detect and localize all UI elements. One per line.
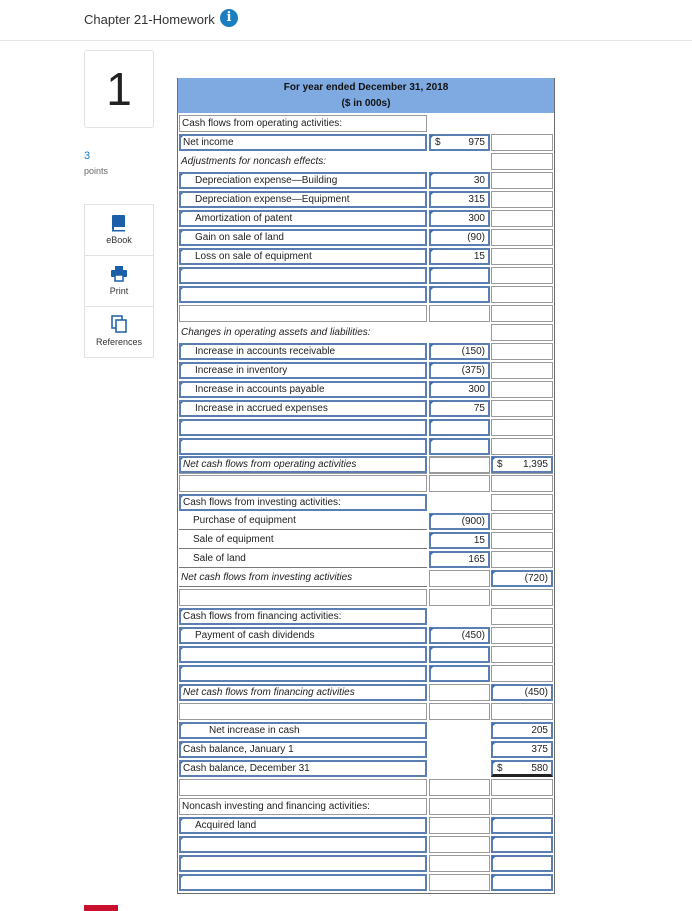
noncash-value-input[interactable] [491, 817, 553, 834]
table-row [178, 513, 554, 530]
table-row [178, 665, 554, 682]
blank-value-input[interactable] [429, 703, 490, 720]
cash-flow-worksheet [177, 78, 555, 894]
points-label: points [84, 166, 109, 176]
changes-heading: Changes in operating assets and liabilities: [181, 327, 371, 338]
total-cell[interactable] [491, 532, 553, 549]
print-button[interactable] [84, 255, 154, 306]
net-income-value: 975 [468, 137, 485, 148]
table-row [178, 324, 554, 341]
total-cell[interactable] [491, 419, 553, 436]
table-row [178, 248, 554, 265]
blank-label-input[interactable] [179, 855, 427, 872]
adjustment-value[interactable]: 30 [429, 172, 490, 189]
total-cell[interactable] [491, 305, 553, 322]
adjustment-label[interactable]: Loss on sale of equipment [179, 248, 427, 265]
table-row [178, 608, 554, 625]
table-row [178, 684, 554, 701]
table-row [178, 210, 554, 227]
beginning-balance-value[interactable]: 375 [491, 741, 553, 758]
page-header [0, 0, 692, 41]
total-cell[interactable] [491, 362, 553, 379]
question-number[interactable]: 1 [84, 50, 154, 128]
ebook-label: eBook [106, 235, 132, 245]
table-row [178, 570, 554, 587]
total-cell[interactable] [491, 798, 553, 815]
table-row [178, 400, 554, 417]
financing-item-label[interactable]: Payment of cash dividends [179, 627, 427, 644]
change-value[interactable]: 300 [429, 381, 490, 398]
blank-label-input[interactable] [179, 779, 427, 796]
blank-value-input[interactable] [429, 684, 490, 701]
blank-label-input[interactable] [179, 703, 427, 720]
table-row [178, 722, 554, 739]
table-row [178, 646, 554, 663]
total-cell[interactable] [491, 400, 553, 417]
total-cell[interactable] [491, 703, 553, 720]
book-icon [111, 214, 127, 232]
total-cell[interactable] [491, 608, 553, 625]
blank-label-input[interactable] [179, 589, 427, 606]
total-cell[interactable] [491, 191, 553, 208]
table-row [178, 741, 554, 758]
blank-value-input[interactable] [429, 589, 490, 606]
ebook-button[interactable] [84, 204, 154, 255]
table-row [178, 381, 554, 398]
net-income-label[interactable]: Net income [179, 134, 427, 151]
currency-symbol: $ [435, 137, 441, 148]
ending-balance-label[interactable]: Cash balance, December 31 [179, 760, 427, 777]
blank-label-input[interactable] [179, 665, 427, 682]
total-cell[interactable] [491, 646, 553, 663]
change-label[interactable]: Increase in accrued expenses [179, 400, 427, 417]
table-row [178, 798, 554, 815]
blank-value-input[interactable] [429, 475, 490, 492]
total-cell[interactable] [491, 475, 553, 492]
ending-balance-value: 580 [531, 763, 548, 774]
total-cell[interactable] [491, 153, 553, 170]
table-row [178, 551, 554, 568]
table-row [178, 419, 554, 436]
net-financing-value[interactable]: (450) [491, 684, 553, 701]
brand-logo-icon [84, 905, 118, 911]
blank-label-input[interactable] [179, 438, 427, 455]
adjustment-label[interactable]: Depreciation expense—Building [179, 172, 427, 189]
adjustment-value[interactable]: 315 [429, 191, 490, 208]
table-row [178, 494, 554, 511]
adjustment-label[interactable]: Amortization of patent [179, 210, 427, 227]
blank-value-input[interactable] [429, 305, 490, 322]
blank-value-input[interactable] [429, 267, 490, 284]
adjustment-label[interactable]: Depreciation expense—Equipment [179, 191, 427, 208]
net-increase-label[interactable]: Net increase in cash [179, 722, 427, 739]
net-investing-value[interactable]: (720) [491, 570, 553, 587]
net-income-cell[interactable] [429, 134, 490, 151]
ending-balance-cell[interactable] [491, 760, 553, 777]
table-row [178, 153, 554, 170]
statement-units: ($ in 000s) [178, 94, 554, 113]
financing-item-value[interactable]: (450) [429, 627, 490, 644]
total-cell[interactable] [491, 229, 553, 246]
net-increase-value[interactable]: 205 [491, 722, 553, 739]
table-row [178, 836, 554, 853]
investing-heading[interactable]: Cash flows from investing activities: [179, 494, 427, 511]
table-row [178, 475, 554, 492]
adjustments-heading: Adjustments for noncash effects: [181, 156, 327, 167]
points-value: 3 [84, 150, 91, 162]
noncash-value-input[interactable] [491, 874, 553, 891]
net-financing-label[interactable]: Net cash flows from financing activities [179, 684, 427, 701]
total-cell[interactable] [491, 248, 553, 265]
investing-item-value[interactable]: 15 [429, 532, 490, 549]
blank-label-input[interactable] [179, 874, 427, 891]
currency-symbol: $ [497, 459, 503, 470]
total-cell[interactable] [491, 438, 553, 455]
adjustment-value[interactable]: 300 [429, 210, 490, 227]
blank-value-input[interactable] [429, 646, 490, 663]
references-label: References [95, 337, 143, 347]
currency-symbol: $ [497, 763, 503, 774]
noncash-heading[interactable]: Noncash investing and financing activities: [179, 798, 427, 815]
total-cell[interactable] [491, 551, 553, 568]
table-row [178, 855, 554, 872]
change-label[interactable]: Increase in accounts receivable [179, 343, 427, 360]
total-cell[interactable] [491, 665, 553, 682]
total-cell[interactable] [491, 627, 553, 644]
adjustment-value[interactable]: (90) [429, 229, 490, 246]
net-investing-label[interactable]: Net cash flows from investing activities [179, 570, 427, 587]
net-operating-cell[interactable] [491, 456, 553, 473]
table-row [178, 286, 554, 303]
total-cell[interactable] [491, 513, 553, 530]
adjustment-label[interactable]: Gain on sale of land [179, 229, 427, 246]
blank-value-input[interactable] [429, 286, 490, 303]
table-row [178, 779, 554, 796]
blank-value-input[interactable] [429, 836, 490, 853]
investing-item-label[interactable]: Purchase of equipment [179, 513, 427, 530]
print-label: Print [109, 286, 129, 296]
table-row [178, 703, 554, 720]
total-cell[interactable] [491, 324, 553, 341]
table-row [178, 456, 554, 473]
change-label[interactable]: Increase in accounts payable [179, 381, 427, 398]
table-row [178, 134, 554, 151]
change-value[interactable]: (375) [429, 362, 490, 379]
blank-label-input[interactable] [179, 419, 427, 436]
printer-icon [110, 265, 128, 283]
change-value[interactable]: (150) [429, 343, 490, 360]
table-row [178, 589, 554, 606]
blank-value-input[interactable] [429, 874, 490, 891]
table-row [178, 874, 554, 891]
table-row [178, 191, 554, 208]
blank-value-input[interactable] [429, 855, 490, 872]
adjustment-value[interactable]: 15 [429, 248, 490, 265]
info-icon[interactable]: i [220, 9, 238, 27]
table-row [178, 172, 554, 189]
blank-value-input[interactable] [429, 817, 490, 834]
total-cell[interactable] [491, 267, 553, 284]
blank-label-input[interactable] [179, 475, 427, 492]
operating-heading[interactable]: Cash flows from operating activities: [179, 115, 427, 132]
total-cell[interactable] [491, 210, 553, 227]
assignment-title: Chapter 21-Homework [84, 12, 215, 27]
total-cell[interactable] [491, 134, 553, 151]
blank-label-input[interactable] [179, 286, 427, 303]
blank-value-input[interactable] [429, 665, 490, 682]
noncash-item-label[interactable]: Acquired land [179, 817, 427, 834]
blank-value-input[interactable] [429, 570, 490, 587]
table-row [178, 438, 554, 455]
total-cell[interactable] [491, 381, 553, 398]
investing-item-label[interactable]: Sale of equipment [179, 532, 427, 549]
investing-item-value[interactable]: 165 [429, 551, 490, 568]
blank-label-input[interactable] [179, 267, 427, 284]
table-row [178, 343, 554, 360]
blank-label-input[interactable] [179, 646, 427, 663]
table-row [178, 229, 554, 246]
table-row [178, 627, 554, 644]
change-value[interactable]: 75 [429, 400, 490, 417]
total-cell[interactable] [491, 779, 553, 796]
net-operating-value: 1,395 [522, 459, 548, 470]
statement-period: For year ended December 31, 2018 [178, 78, 554, 97]
table-row [178, 115, 554, 132]
beginning-balance-label[interactable]: Cash balance, January 1 [179, 741, 427, 758]
total-cell[interactable] [491, 343, 553, 360]
table-row [178, 267, 554, 284]
noncash-value-input[interactable] [491, 836, 553, 853]
copy-icon [111, 315, 127, 333]
financing-heading[interactable]: Cash flows from financing activities: [179, 608, 427, 625]
total-cell[interactable] [491, 172, 553, 189]
blank-value-input[interactable] [429, 798, 490, 815]
table-row [178, 760, 554, 777]
table-row [178, 362, 554, 379]
total-cell[interactable] [491, 589, 553, 606]
net-operating-label[interactable]: Net cash flows from operating activities [179, 456, 427, 473]
blank-value-input[interactable] [429, 419, 490, 436]
noncash-value-input[interactable] [491, 855, 553, 872]
table-row [178, 532, 554, 549]
change-label[interactable]: Increase in inventory [179, 362, 427, 379]
references-button[interactable] [84, 306, 154, 358]
blank-value-input[interactable] [429, 438, 490, 455]
blank-label-input[interactable] [179, 836, 427, 853]
blank-value-input[interactable] [429, 456, 490, 473]
total-cell[interactable] [491, 286, 553, 303]
table-row [178, 817, 554, 834]
table-row [178, 305, 554, 322]
blank-value-input[interactable] [429, 779, 490, 796]
blank-label-input[interactable] [179, 305, 427, 322]
total-cell[interactable] [491, 494, 553, 511]
investing-item-value[interactable]: (900) [429, 513, 490, 530]
investing-item-label[interactable]: Sale of land [179, 551, 427, 568]
